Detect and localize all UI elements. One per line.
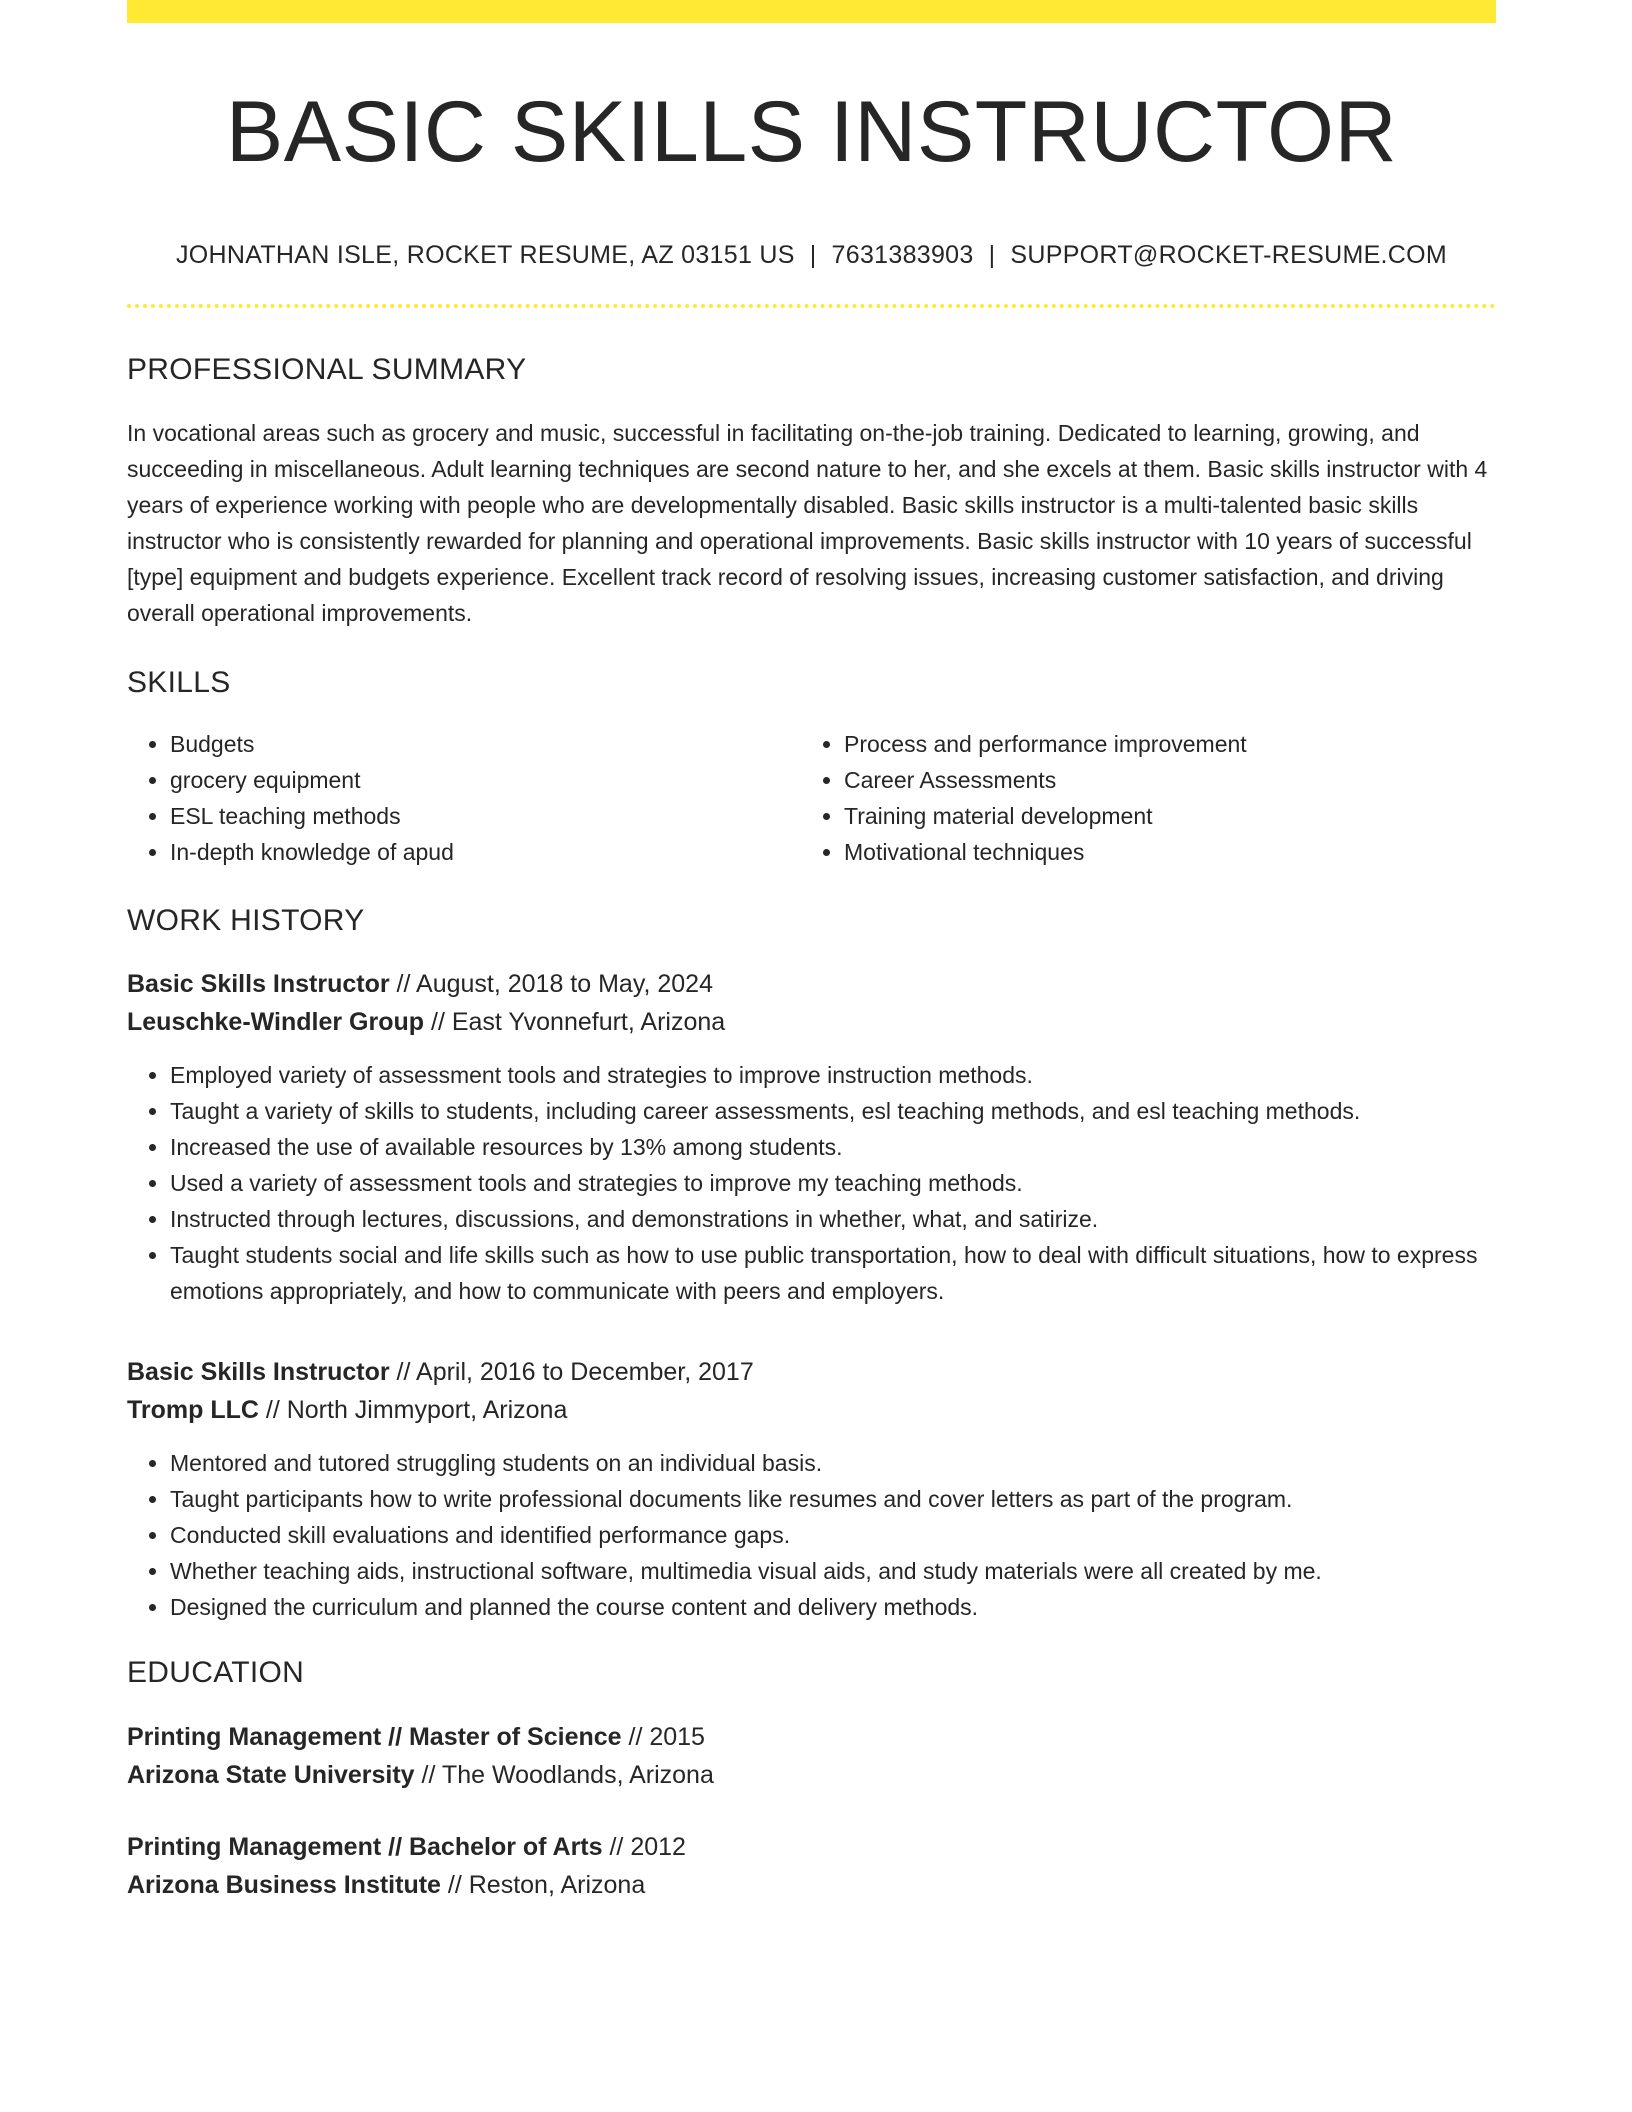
contact-phone: 7631383903 (831, 240, 974, 269)
resume-content (127, 23, 1496, 1904)
job-bullet: • Whether teaching aids, instructional software, multimedia visual aids, and study materials were all created by me. (170, 1553, 1496, 1589)
skills-grid (127, 726, 1496, 870)
job-bullet: • Increased the use of available resources by 13% among students. (170, 1129, 1496, 1165)
skills-column-left (127, 726, 801, 870)
job-bullet: • Employed variety of assessment tools and strategies to improve instruction methods. (170, 1057, 1496, 1093)
job-bullet: • Mentored and tutored struggling students on an individual basis. (170, 1445, 1496, 1481)
skills-heading: SKILLS (127, 665, 231, 699)
education-location: // Reston, Arizona (440, 1870, 646, 1899)
resume-title: BASIC SKILLS INSTRUCTOR (225, 84, 1398, 180)
skill-item: • grocery equipment (170, 762, 801, 798)
skill-item: • ESL teaching methods (170, 798, 801, 834)
accent-top-bar (127, 0, 1496, 23)
contact-separator: | (988, 240, 996, 269)
summary-text: In vocational areas such as grocery and music, successful in facilitating on-the-job training. Dedicated to learning, growing, and succeeding in miscellaneous. Adult learning techniques are second nature to her, and she excels at them. Basic skills instructor with 4 years of experience working with people who are developmentally disabled. Basic skills instructor is a multi-talented basic skills instructor who is consistently rewarded for planning and operational improvements. Basic skills instructor with 10 years of successful [type] equipment and budgets experience. Excellent track record of resolving issues, increasing customer satisfaction, and driving overall operational improvements. (127, 419, 1488, 626)
skill-item: • Career Assessments (844, 762, 1475, 798)
job-company-line (127, 1391, 1496, 1429)
work-history-heading: WORK HISTORY (127, 903, 365, 937)
skill-item: • Training material development (844, 798, 1475, 834)
education-heading: EDUCATION (127, 1655, 305, 1689)
job-company: Leuschke-Windler Group (127, 1007, 425, 1036)
job-bullet: • Taught students social and life skills such as how to use public transportation, how to deal with difficult situations, how to express emotions appropriately, and how to communicate with peers and employers. (170, 1237, 1496, 1309)
job-company: Tromp LLC (127, 1395, 259, 1424)
job-bullet: • Taught a variety of skills to students, including career assessments, esl teaching methods, and esl teaching methods. (170, 1093, 1496, 1129)
skill-item: • Motivational techniques (844, 834, 1475, 870)
contact-separator: | (809, 240, 817, 269)
education-school-line (127, 1756, 1496, 1794)
job-entry (127, 1353, 1496, 1625)
dotted-divider (127, 304, 1496, 308)
job-bullet: • Designed the curriculum and planned the course content and delivery methods. (170, 1589, 1496, 1625)
contact-line (127, 240, 1496, 270)
job-dates: // August, 2018 to May, 2024 (389, 969, 713, 998)
education-degree: Printing Management // Master of Science (127, 1722, 622, 1751)
job-bullets (127, 1445, 1496, 1625)
job-title: Basic Skills Instructor (127, 969, 390, 998)
education-entry (127, 1718, 1496, 1794)
job-bullet: • Taught participants how to write professional documents like resumes and cover letters as part of the program. (170, 1481, 1496, 1517)
education-entry (127, 1828, 1496, 1904)
education-school: Arizona State University (127, 1760, 415, 1789)
education-school: Arizona Business Institute (127, 1870, 441, 1899)
education-school-line (127, 1866, 1496, 1904)
education-location: // The Woodlands, Arizona (414, 1760, 714, 1789)
contact-email: SUPPORT@ROCKET-RESUME.COM (1010, 240, 1448, 269)
skill-item: • In-depth knowledge of apud (170, 834, 801, 870)
contact-address: JOHNATHAN ISLE, ROCKET RESUME, AZ 03151 US (175, 240, 795, 269)
summary-heading: PROFESSIONAL SUMMARY (127, 352, 527, 386)
skill-item: • Budgets (170, 726, 801, 762)
job-title-line (127, 1353, 1496, 1391)
education-degree-line (127, 1718, 1496, 1756)
skill-item: • Process and performance improvement (844, 726, 1475, 762)
job-title-line (127, 965, 1496, 1003)
job-location: // East Yvonnefurt, Arizona (424, 1007, 726, 1036)
job-bullet: • Instructed through lectures, discussions, and demonstrations in whether, what, and satirize. (170, 1201, 1496, 1237)
job-company-line (127, 1003, 1496, 1041)
education-degree-line (127, 1828, 1496, 1866)
job-entry (127, 965, 1496, 1309)
job-title: Basic Skills Instructor (127, 1357, 390, 1386)
job-bullets (127, 1057, 1496, 1309)
education-year: // 2015 (621, 1722, 705, 1751)
job-dates: // April, 2016 to December, 2017 (389, 1357, 754, 1386)
job-bullet: • Used a variety of assessment tools and strategies to improve my teaching methods. (170, 1165, 1496, 1201)
education-year: // 2012 (602, 1832, 686, 1861)
job-location: // North Jimmyport, Arizona (258, 1395, 568, 1424)
education-degree: Printing Management // Bachelor of Arts (127, 1832, 603, 1861)
job-bullet: • Conducted skill evaluations and identified performance gaps. (170, 1517, 1496, 1553)
skills-column-right (801, 726, 1475, 870)
